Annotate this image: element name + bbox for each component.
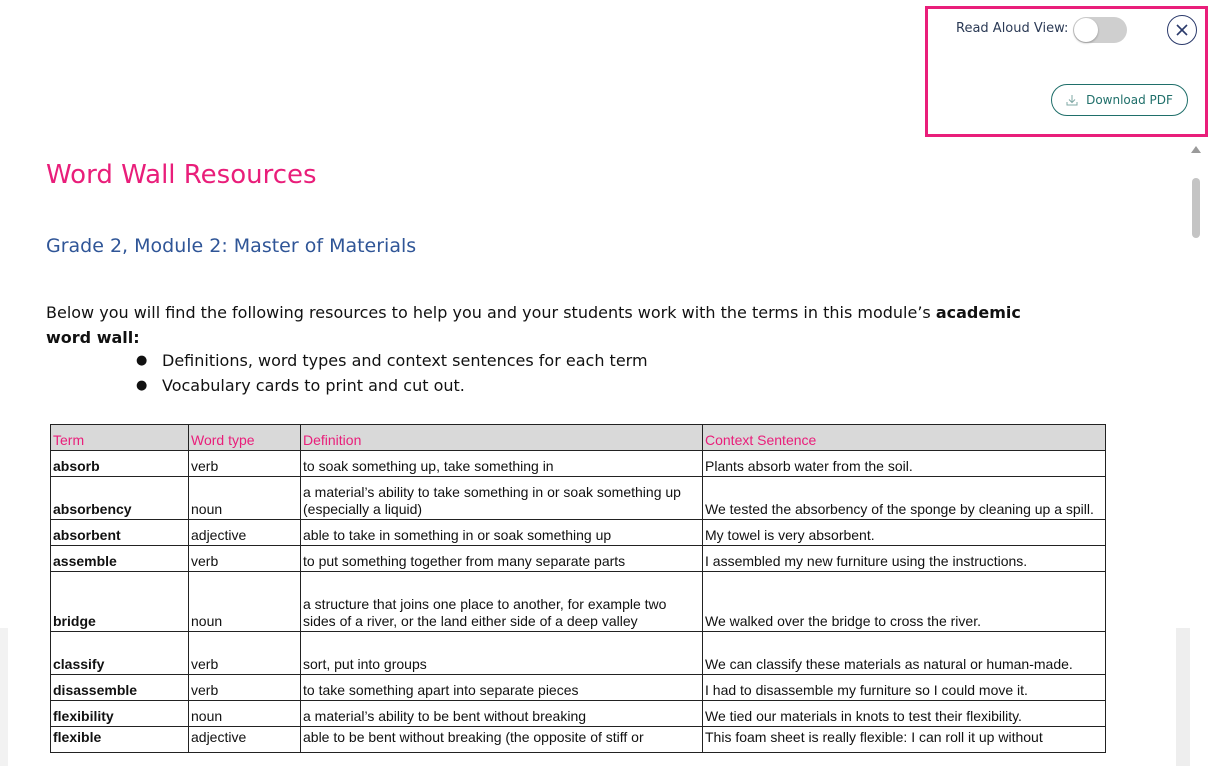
word-type-cell: verb <box>189 546 301 572</box>
table-row <box>51 632 1106 675</box>
term-cell: classify <box>51 632 189 675</box>
download-pdf-button[interactable] <box>1051 84 1188 116</box>
left-edge-strip <box>0 628 8 766</box>
definition-cell: able to be bent without breaking (the opposite of stiff or <box>301 727 703 753</box>
definition-cell: to soak something up, take something in <box>301 451 703 477</box>
word-type-cell: noun <box>189 572 301 632</box>
context-cell: My towel is very absorbent. <box>703 520 1106 546</box>
table-header-row <box>51 425 1106 451</box>
term-cell: flexibility <box>51 701 189 727</box>
context-cell: We tested the absorbency of the sponge by cleaning up a spill. <box>703 477 1106 520</box>
term-cell: absorb <box>51 451 189 477</box>
word-type-cell: verb <box>189 632 301 675</box>
table-row <box>51 572 1106 632</box>
table-row <box>51 546 1106 572</box>
term-cell: bridge <box>51 572 189 632</box>
context-cell: This foam sheet is really flexible: I can roll it up without <box>703 727 1106 753</box>
word-type-cell: adjective <box>189 520 301 546</box>
table-row <box>51 675 1106 701</box>
toggle-knob <box>1074 18 1098 42</box>
definition-cell: sort, put into groups <box>301 632 703 675</box>
definition-cell: a material’s ability to take something in or soak something up (especially a liquid) <box>301 477 703 520</box>
table-row <box>51 727 1106 753</box>
term-cell: flexible <box>51 727 189 753</box>
definition-cell: able to take in something in or soak something up <box>301 520 703 546</box>
intro-bold-text: academic word wall: <box>46 303 1021 347</box>
download-icon <box>1066 94 1078 106</box>
context-cell: We tied our materials in knots to test their flexibility. <box>703 701 1106 727</box>
context-cell: We walked over the bridge to cross the river. <box>703 572 1106 632</box>
word-type-cell: adjective <box>189 727 301 753</box>
close-button[interactable] <box>1167 15 1197 45</box>
vertical-scrollbar[interactable] <box>1188 142 1204 766</box>
read-aloud-toggle[interactable] <box>1073 17 1127 43</box>
header-word-type: Word type <box>189 425 301 451</box>
intro-text: Below you will find the following resources to help you and your students work with the terms in this module’s <box>46 303 936 322</box>
context-cell: I assembled my new furniture using the instructions. <box>703 546 1106 572</box>
term-cell: disassemble <box>51 675 189 701</box>
header-definition: Definition <box>301 425 703 451</box>
view-controls-panel <box>925 6 1208 137</box>
context-cell: I had to disassemble my furniture so I could move it. <box>703 675 1106 701</box>
scroll-up-arrow-icon[interactable] <box>1191 146 1201 153</box>
word-type-cell: noun <box>189 477 301 520</box>
table-row <box>51 451 1106 477</box>
definition-cell: a material’s ability to be bent without breaking <box>301 701 703 727</box>
term-cell: assemble <box>51 546 189 572</box>
context-cell: Plants absorb water from the soil. <box>703 451 1106 477</box>
list-item: ● Vocabulary cards to print and cut out. <box>136 373 648 398</box>
word-type-cell: verb <box>189 675 301 701</box>
list-item: ● Definitions, word types and context sentences for each term <box>136 348 648 373</box>
definition-cell: a structure that joins one place to another, for example two sides of a river, or the land either side of a deep valley <box>301 572 703 632</box>
header-term: Term <box>51 425 189 451</box>
table-row <box>51 477 1106 520</box>
word-type-cell: verb <box>189 451 301 477</box>
download-pdf-label: Download PDF <box>1086 93 1173 107</box>
module-subtitle: Grade 2, Module 2: Master of Materials <box>46 235 417 257</box>
term-cell: absorbency <box>51 477 189 520</box>
close-icon <box>1176 24 1188 36</box>
table-row <box>51 520 1106 546</box>
intro-paragraph <box>46 300 1056 350</box>
vocabulary-table <box>50 424 1106 753</box>
definition-cell: to take something apart into separate pieces <box>301 675 703 701</box>
term-cell: absorbent <box>51 520 189 546</box>
context-cell: We can classify these materials as natural or human-made. <box>703 632 1106 675</box>
page-title: Word Wall Resources <box>46 160 317 190</box>
header-context-sentence: Context Sentence <box>703 425 1106 451</box>
word-type-cell: noun <box>189 701 301 727</box>
resource-list <box>136 348 648 398</box>
table-row <box>51 701 1106 727</box>
scroll-thumb[interactable] <box>1192 178 1200 238</box>
definition-cell: to put something together from many separate parts <box>301 546 703 572</box>
read-aloud-label: Read Aloud View: <box>956 21 1069 36</box>
